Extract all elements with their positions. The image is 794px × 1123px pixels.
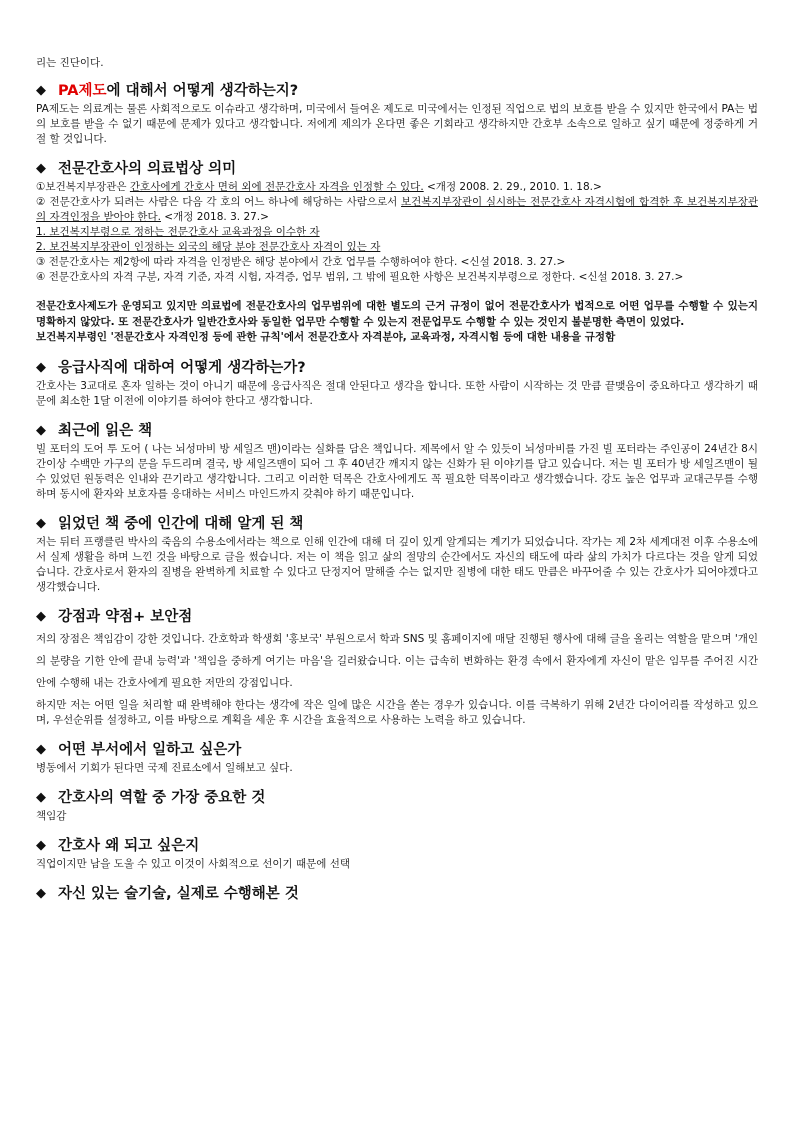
- law-underlined-text: 보건복지부장관이 실시하는 전문간호사 자격시험에 합격한 후 보건복지부장관의 자격인정을 받아야 한다.: [36, 196, 758, 223]
- bold-note-2: 보건복지부령인 '전문간호사 자격인정 등에 관한 규칙'에서 전문간호사 자격분야, 교육과정, 자격시험 등에 대한 내용을 규정함: [36, 331, 616, 343]
- heading-accent-text: PA제도: [58, 83, 107, 99]
- law-text: 보건복지부장관은: [45, 181, 130, 193]
- law-revision-note: <개정 2018. 3. 27.>: [160, 211, 269, 223]
- section-heading: [36, 81, 758, 101]
- heading-text: 최근에 읽은 책: [58, 422, 153, 439]
- section-heading: [36, 159, 758, 179]
- heading-text: 전문간호사의 의료법상 의미: [58, 161, 237, 177]
- circled-number: ④: [36, 271, 46, 283]
- law-item-2: 2. 보건복지부장관이 인정하는 외국의 해당 분야 전문간호사 자격이 있는 자: [36, 241, 381, 253]
- diamond-bullet-icon: ◆: [36, 837, 46, 853]
- strengths-body: 저의 장점은 책임감이 강한 것입니다. 간호학과 학생회 '홍보국' 부원으로서 학과 SNS 및 홈페이지에 매달 진행된 행사에 대해 글을 올리는 역할을 맡으며 '개인의 분량을 기한 안에 끝내 능력'과 '책임을 중하게 여기는 마음'을 길러왔습니다. 이는 급속히 변화하는 환경 속에서 환자에게 자신이 맡은 임무를 주어진 시간 안에 수행해 내는 간호사에게 필요한 저만의 강점입니다.: [36, 632, 758, 689]
- heading-text: 강점과 약점+ 보안점: [58, 608, 193, 625]
- section-heading: [36, 884, 758, 904]
- heading-text: 응급사직에 대하여 어떻게 생각하는가?: [58, 359, 306, 376]
- diamond-bullet-icon: ◆: [36, 741, 46, 757]
- diamond-bullet-icon: ◆: [36, 515, 46, 531]
- section-emergency-resignation: [36, 358, 758, 409]
- section-body: 빌 포터의 도어 투 도어 ( 나는 뇌성마비 방 세일즈 맨)이라는 실화를 담은 책입니다. 제목에서 알 수 있듯이 뇌성마비를 가진 빌 포터라는 주인공이 24년간 8시간이상 수백만 가구의 문을 두드리며 결국, 방 세일즈맨이 되어 그 후 40년간 깨지지 않는 신화가 된 이야기를 담고 있습니다. 저는 빌 포터가 방 세일즈맨이 될 수 있었던 원동력은 인내와 끈기라고 생각합니다. 그리고 이러한 덕목은 간호사에게도 꼭 필요한 덕목이라고 생각했습니다. 강도 높은 업무과 교대근무를 수행하며 동시에 환자와 보호자를 응대하는 서비스 마인드까지 갖춰야 하기 때문입니다.: [36, 442, 758, 500]
- section-confident-skills: [36, 884, 758, 904]
- diamond-bullet-icon: ◆: [36, 359, 46, 375]
- heading-text: 어떤 부서에서 일하고 싶은가: [58, 741, 242, 758]
- law-text: 전문간호사가 되려는 사람은 다음 각 호의 어느 하나에 해당하는 사람으로서: [45, 196, 402, 208]
- law-text: 전문간호사는 제2항에 따라 자격을 인정받은 해당 분야에서 간호 업무를 수행하여야 한다. <신설 2018. 3. 27.>: [45, 256, 566, 268]
- law-revision-note: <개정 2008. 2. 29., 2010. 1. 18.>: [423, 181, 602, 193]
- diamond-bullet-icon: ◆: [36, 885, 46, 901]
- law-paragraph-4: [36, 270, 758, 285]
- diamond-bullet-icon: ◆: [36, 608, 46, 624]
- section-heading: [36, 836, 758, 856]
- law-text: 전문간호사의 자격 구분, 자격 기준, 자격 시험, 자격증, 업무 범위, 그 밖에 필요한 사항은 보건복지부령으로 정한다. <신설 2018. 3. 27.>: [45, 271, 684, 283]
- section-strengths-weaknesses: [36, 607, 758, 728]
- law-paragraph-2: [36, 195, 758, 225]
- section-specialist-nurse: [36, 159, 758, 346]
- section-body: 간호사는 3교대로 혼자 일하는 것이 아니기 때문에 응급사직은 절대 안된다고 생각을 합니다. 또한 사람이 시작하는 것 만큼 끝맺음이 중요하다고 생각하기 때문에 최소한 1달 이전에 이야기를 하여야 한다고 생각합니다.: [36, 379, 758, 407]
- law-paragraph-3: [36, 255, 758, 270]
- section-heading: [36, 607, 758, 627]
- heading-text: 읽었던 책 중에 인간에 대해 알게 된 책: [58, 515, 304, 532]
- document-page: [36, 56, 758, 916]
- section-heading: [36, 740, 758, 760]
- section-preferred-department: [36, 740, 758, 776]
- law-paragraph-1: [36, 180, 758, 195]
- section-why-nurse: [36, 836, 758, 872]
- heading-text: 간호사 왜 되고 싶은지: [58, 837, 200, 854]
- section-body: PA제도는 의료계는 물론 사회적으로도 이슈라고 생각하며, 미국에서 들여온 제도로 미국에서는 인정된 직업으로 법의 보호를 받을 수 있지만 한국에서 PA는 법의 보호를 받을 수 없기 때문에 문제가 있다고 생각합니다. 저에게 제의가 온다면 좋은 기회라고 생각하지만 간호부 소속으로 일하고 싶기 때문에 정중하게 거절 할 것입니다.: [36, 103, 758, 145]
- section-book-about-humans: [36, 514, 758, 595]
- section-recent-book: [36, 421, 758, 502]
- law-item-1: 1. 보건복지부령으로 정하는 전문간호사 교육과정을 이수한 자: [36, 226, 320, 238]
- section-body: 직업이지만 남을 도울 수 있고 이것이 사회적으로 선이기 때문에 선택: [36, 857, 351, 870]
- diamond-bullet-icon: ◆: [36, 789, 46, 805]
- diamond-bullet-icon: ◆: [36, 422, 46, 438]
- section-heading: [36, 788, 758, 808]
- section-heading: [36, 358, 758, 378]
- section-body: 저는 뒤터 프랭클린 박사의 죽음의 수용소에서라는 책으로 인해 인간에 대해 더 깊이 있게 알게되는 계기가 되었습니다. 작가는 제 2차 세계대전 이후 수용소에서 실제 생활을 하며 느낀 것을 바탕으로 글을 썼습니다. 저는 이 책을 읽고 삶의 절망의 순간에서도 자신의 태도에 따라 삶의 가치가 다르다는 것을 알게 되었습니다. 간호사로서 환자의 질병을 완벽하게 치료할 수 있다고 단정지어 말해줄 수는 없지만 질병에 대한 태도 만큼은 바꾸어줄 수 있는 간호사가 되어야겠다고 생각했습니다.: [36, 535, 758, 593]
- section-heading: [36, 421, 758, 441]
- section-most-important-role: [36, 788, 758, 824]
- section-body: 병동에서 기회가 된다면 국제 진료소에서 일해보고 싶다.: [36, 761, 293, 774]
- section-pa: [36, 81, 758, 147]
- circled-number: ①: [36, 181, 46, 193]
- section-body: 책임감: [36, 809, 67, 822]
- heading-text: 자신 있는 술기술, 실제로 수행해본 것: [58, 885, 299, 902]
- diamond-bullet-icon: ◆: [36, 83, 46, 98]
- bold-note: 전문간호사제도가 운영되고 있지만 의료법에 전문간호사의 업무범위에 대한 별도의 근거 규정이 없어 전문간호사가 법적으로 어떤 업무를 수행할 수 있는지 명확하지 않았다. 또 전문간호사가 일반간호사와 동일한 업무만 수행할 수 있는지 전문업무도 수행할 수 있는 것인지 불분명한 측면이 있었다.: [36, 300, 758, 328]
- law-underlined-text: 간호사에게 간호사 면허 외에 전문간호사 자격을 인정할 수 있다.: [129, 181, 424, 193]
- circled-number: ③: [36, 256, 46, 268]
- circled-number: ②: [36, 196, 46, 208]
- heading-text: 에 대해서 어떻게 생각하는지?: [106, 83, 299, 99]
- weaknesses-body: 하지만 저는 어떤 일을 처리할 때 완벽해야 한다는 생각에 작은 일에 많은 시간을 쏟는 경우가 있습니다. 이를 극복하기 위해 2년간 다이어리를 작성하고 있으며, 우선순위를 설정하고, 이를 바탕으로 계획을 세운 후 시간을 효율적으로 사용하는 노력을 하고 있습니다.: [36, 698, 758, 726]
- lead-text: 리는 진단이다.: [36, 57, 104, 69]
- diamond-bullet-icon: ◆: [36, 161, 46, 176]
- heading-text: 간호사의 역할 중 가장 중요한 것: [58, 789, 266, 806]
- section-heading: [36, 514, 758, 534]
